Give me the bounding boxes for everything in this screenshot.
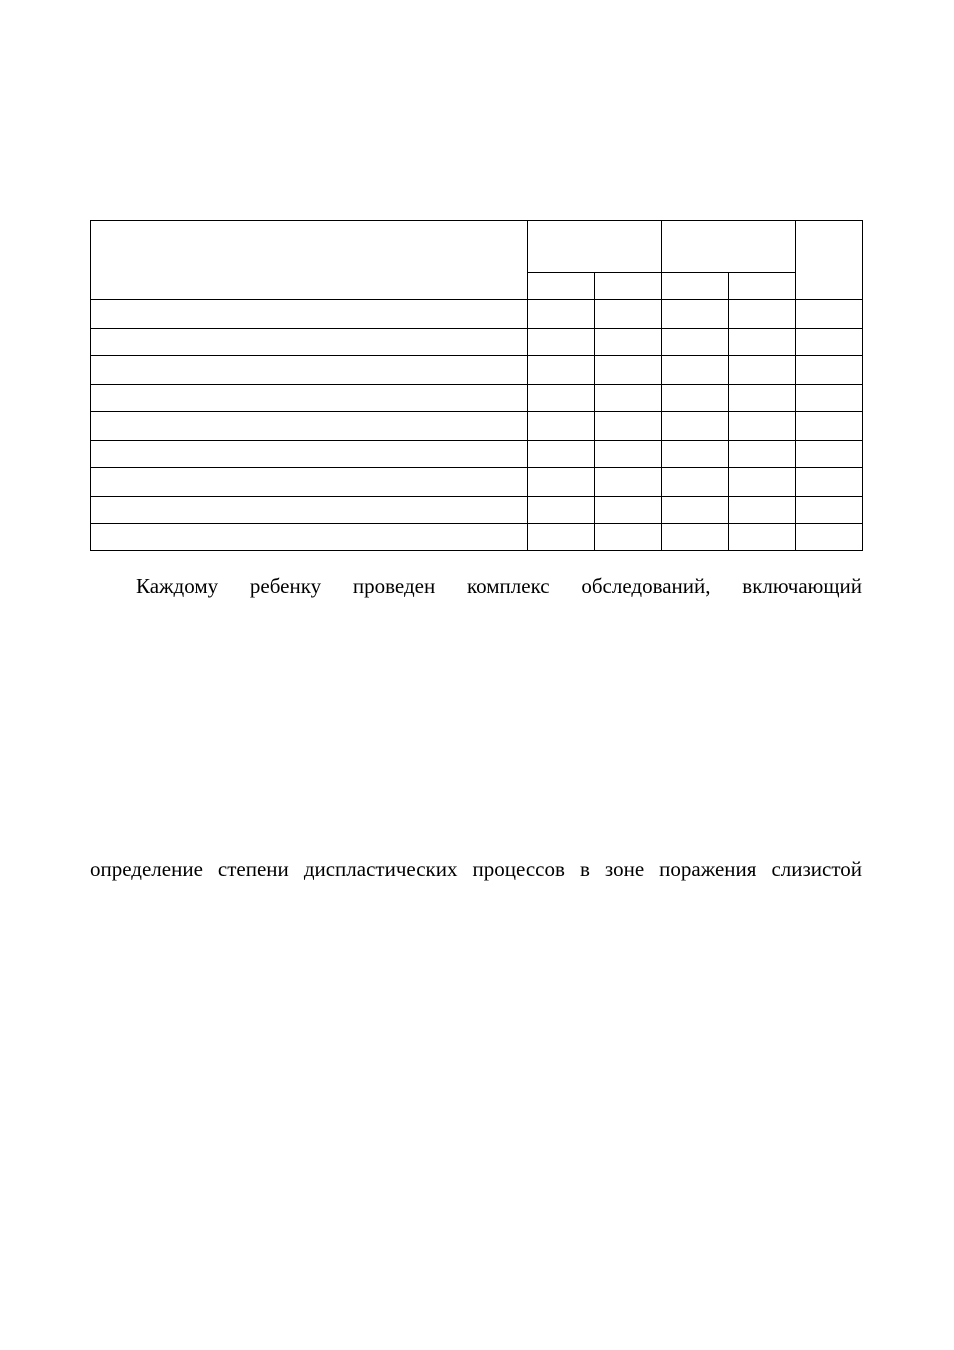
table-row xyxy=(91,385,863,412)
table-cell xyxy=(91,524,528,551)
table-cell xyxy=(662,385,729,412)
table-cell xyxy=(91,300,528,329)
table-cell xyxy=(595,356,662,385)
table-cell xyxy=(729,441,796,468)
table-cell xyxy=(662,329,729,356)
table-cell xyxy=(528,468,595,497)
table-row xyxy=(91,412,863,441)
table-cell xyxy=(595,497,662,524)
table-cell xyxy=(528,356,595,385)
table-cell xyxy=(796,412,863,441)
table-cell xyxy=(91,356,528,385)
data-table xyxy=(90,220,863,551)
table-cell xyxy=(729,412,796,441)
table-cell xyxy=(595,441,662,468)
table-cell xyxy=(796,356,863,385)
table-cell xyxy=(528,300,595,329)
table-cell xyxy=(91,468,528,497)
table-cell xyxy=(796,497,863,524)
table-cell xyxy=(662,441,729,468)
table-cell xyxy=(595,385,662,412)
table-row xyxy=(91,300,863,329)
table-cell xyxy=(528,497,595,524)
table-cell xyxy=(796,524,863,551)
table-cell xyxy=(662,412,729,441)
table-cell xyxy=(662,497,729,524)
table-cell xyxy=(662,300,729,329)
table-cell xyxy=(729,329,796,356)
paragraph-line-2: определение степени диспластических процессов в зоне поражения слизистой xyxy=(90,857,862,881)
table-cell xyxy=(91,441,528,468)
table-row xyxy=(91,497,863,524)
table-cell xyxy=(528,385,595,412)
table-cell xyxy=(796,300,863,329)
table-cell xyxy=(796,441,863,468)
table-cell xyxy=(595,300,662,329)
table-cell xyxy=(528,329,595,356)
table-cell xyxy=(91,412,528,441)
table-cell xyxy=(662,356,729,385)
table-cell xyxy=(796,329,863,356)
table-cell xyxy=(729,300,796,329)
table-cell xyxy=(91,329,528,356)
table-row xyxy=(91,329,863,356)
table-cell xyxy=(595,329,662,356)
table-header-cell xyxy=(91,221,528,300)
table-cell xyxy=(662,524,729,551)
table-header-cell xyxy=(796,221,863,300)
table-row xyxy=(91,524,863,551)
table-cell xyxy=(729,468,796,497)
table-subheader-cell xyxy=(662,273,729,300)
table-cell xyxy=(729,497,796,524)
table-cell xyxy=(91,497,528,524)
table-cell xyxy=(595,412,662,441)
table-row xyxy=(91,441,863,468)
table-cell xyxy=(729,385,796,412)
table-cell xyxy=(729,524,796,551)
table-subheader-cell xyxy=(528,273,595,300)
table-subheader-cell xyxy=(729,273,796,300)
table-cell xyxy=(528,412,595,441)
table-cell xyxy=(595,524,662,551)
paragraph-line-1: Каждому ребенку проведен комплекс обследований, включающий xyxy=(136,574,862,598)
table-cell xyxy=(595,468,662,497)
table-cell xyxy=(729,356,796,385)
table-cell xyxy=(528,524,595,551)
table-cell xyxy=(796,468,863,497)
table-subheader-cell xyxy=(595,273,662,300)
table-row xyxy=(91,468,863,497)
table-header-group-cell xyxy=(528,221,662,273)
table-cell xyxy=(91,385,528,412)
table-cell xyxy=(662,468,729,497)
table-row xyxy=(91,356,863,385)
table-header-row xyxy=(91,221,863,273)
table-cell xyxy=(528,441,595,468)
table-header-group-cell xyxy=(662,221,796,273)
table-cell xyxy=(796,385,863,412)
